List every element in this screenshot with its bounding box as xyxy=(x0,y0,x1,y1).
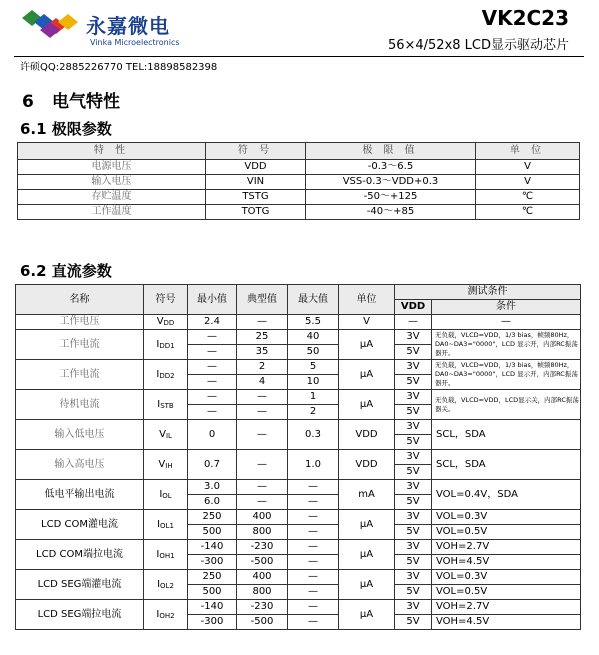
min-value: 500 xyxy=(188,585,237,600)
condition: VOL=0.5V xyxy=(432,525,581,540)
symbol-main: I xyxy=(157,578,161,590)
vdd-value: 3V xyxy=(395,360,432,375)
unit-value: μA xyxy=(339,510,395,540)
unit-value: μA xyxy=(339,540,395,570)
min-value: 250 xyxy=(188,510,237,525)
table-row xyxy=(16,315,581,330)
param-name: LCD COM灌电流 xyxy=(16,510,144,540)
unit-value: VDD xyxy=(339,450,395,480)
table-row xyxy=(16,390,581,405)
vdd-value: 3V xyxy=(395,540,432,555)
param-value: VSS-0.3～VDD+0.3 xyxy=(306,175,476,190)
col-header: 最大值 xyxy=(288,285,339,315)
symbol-main: V xyxy=(159,428,166,440)
section-heading xyxy=(22,87,120,112)
vdd-value: 5V xyxy=(395,405,432,420)
unit-value: μA xyxy=(339,360,395,390)
vdd-value: 3V xyxy=(395,420,432,435)
part-number: VK2C23 xyxy=(481,6,569,30)
symbol-sub: IL xyxy=(165,431,172,440)
unit-value: mA xyxy=(339,480,395,510)
dc-table xyxy=(15,284,581,630)
col-header: 单 位 xyxy=(476,143,580,160)
unit-value: μA xyxy=(339,390,395,420)
min-value: 3.0 xyxy=(188,480,237,495)
param-name: 输入高电压 xyxy=(16,450,144,480)
max-value: 0.3 xyxy=(288,420,339,450)
dc-header-row xyxy=(16,285,581,300)
symbol-sub: OL2 xyxy=(160,581,174,590)
param-value: -50～+125 xyxy=(306,190,476,205)
condition: VOL=0.3V xyxy=(432,570,581,585)
param-symbol xyxy=(144,510,188,540)
max-value: — xyxy=(288,540,339,555)
symbol-sub: DD xyxy=(163,319,175,327)
symbol-main: I xyxy=(156,548,160,560)
typ-value: 4 xyxy=(237,375,288,390)
param-name: LCD SEG端灌电流 xyxy=(16,570,144,600)
max-value: — xyxy=(288,510,339,525)
param-unit: ℃ xyxy=(476,190,580,205)
symbol-sub: IH xyxy=(165,461,173,470)
col-header: 名称 xyxy=(16,285,144,315)
min-value: — xyxy=(188,405,237,420)
max-value: — xyxy=(288,495,339,510)
typ-value: -230 xyxy=(237,600,288,615)
symbol-main: I xyxy=(156,368,160,380)
symbol-main: I xyxy=(159,488,163,500)
vdd-value: 5V xyxy=(395,435,432,450)
min-value: 6.0 xyxy=(188,495,237,510)
table-row xyxy=(18,175,580,190)
param-name: 待机电流 xyxy=(16,390,144,420)
min-value: — xyxy=(188,345,237,360)
table-row xyxy=(16,450,581,465)
table-row xyxy=(16,540,581,555)
param-name: 输入电压 xyxy=(18,175,206,190)
typ-value: -500 xyxy=(237,555,288,570)
max-value: — xyxy=(288,570,339,585)
vdd-value: 3V xyxy=(395,390,432,405)
param-value: -0.3～6.5 xyxy=(306,160,476,175)
brand-name-en: Vinka Microelectronics xyxy=(90,38,180,47)
table-row xyxy=(18,205,580,220)
typ-value: 800 xyxy=(237,585,288,600)
max-value: 2 xyxy=(288,405,339,420)
unit-value: μA xyxy=(339,330,395,360)
typ-value: -500 xyxy=(237,615,288,630)
abs-max-table xyxy=(17,142,580,220)
param-symbol xyxy=(144,420,188,450)
param-name: LCD SEG端拉电流 xyxy=(16,600,144,630)
condition: — xyxy=(432,315,581,330)
col-header: 条件 xyxy=(432,300,581,315)
param-name: 输入低电压 xyxy=(16,420,144,450)
min-value: 500 xyxy=(188,525,237,540)
vdd-value: 3V xyxy=(395,600,432,615)
typ-value: 2 xyxy=(237,360,288,375)
typ-value: -230 xyxy=(237,540,288,555)
vdd-value: 3V xyxy=(395,330,432,345)
param-value: -40～+85 xyxy=(306,205,476,220)
col-header: 符号 xyxy=(144,285,188,315)
condition: VOH=2.7V xyxy=(432,540,581,555)
typ-value: — xyxy=(237,495,288,510)
typ-value: 35 xyxy=(237,345,288,360)
table-row xyxy=(16,420,581,435)
typ-value: 400 xyxy=(237,510,288,525)
contact-line: 许硕QQ:2885226770 TEL:18898582398 xyxy=(20,62,218,73)
param-symbol xyxy=(144,480,188,510)
symbol-main: I xyxy=(156,338,160,350)
symbol-main: I xyxy=(157,518,161,530)
param-symbol xyxy=(144,540,188,570)
typ-value: 400 xyxy=(237,570,288,585)
condition: SCL，SDA xyxy=(432,420,581,450)
typ-value: 25 xyxy=(237,330,288,345)
condition: SCL，SDA xyxy=(432,450,581,480)
typ-value: 800 xyxy=(237,525,288,540)
unit-value: μA xyxy=(339,600,395,630)
table-row xyxy=(16,330,581,345)
vdd-value: 5V xyxy=(395,465,432,480)
param-symbol xyxy=(144,315,188,330)
param-name: 电源电压 xyxy=(18,160,206,175)
min-value: — xyxy=(188,390,237,405)
param-name: 工作电压 xyxy=(16,315,144,330)
col-header: 极 限 值 xyxy=(306,143,476,160)
vdd-value: 5V xyxy=(395,495,432,510)
section-title: 电气特性 xyxy=(52,92,120,112)
dc-title: 6.2 直流参数 xyxy=(20,262,112,280)
table-row xyxy=(16,480,581,495)
min-value: 0 xyxy=(188,420,237,450)
param-name: 工作电流 xyxy=(16,360,144,390)
max-value: 10 xyxy=(288,375,339,390)
param-name: 工作温度 xyxy=(18,205,206,220)
symbol-main: I xyxy=(157,398,161,410)
param-symbol: TOTG xyxy=(206,205,306,220)
param-symbol xyxy=(144,450,188,480)
header-divider xyxy=(14,56,584,57)
symbol-main: V xyxy=(158,458,166,470)
param-name: 工作电流 xyxy=(16,330,144,360)
table-row xyxy=(18,190,580,205)
min-value: 0.7 xyxy=(188,450,237,480)
symbol-sub: OL1 xyxy=(160,521,174,530)
unit-value: μA xyxy=(339,570,395,600)
param-symbol: VDD xyxy=(206,160,306,175)
min-value: — xyxy=(188,360,237,375)
vdd-value: 5V xyxy=(395,555,432,570)
vdd-value: 5V xyxy=(395,615,432,630)
param-name: 存贮温度 xyxy=(18,190,206,205)
vdd-value: 5V xyxy=(395,525,432,540)
min-value: -140 xyxy=(188,540,237,555)
max-value: — xyxy=(288,525,339,540)
vdd-value: — xyxy=(395,315,432,330)
symbol-main: V xyxy=(156,316,164,327)
param-unit: V xyxy=(476,175,580,190)
max-value: — xyxy=(288,585,339,600)
max-value: — xyxy=(288,615,339,630)
min-value: -300 xyxy=(188,555,237,570)
abs-max-header-row xyxy=(18,143,580,160)
table-row xyxy=(16,570,581,585)
table-row xyxy=(18,160,580,175)
max-value: 5.5 xyxy=(288,315,339,330)
col-header: 单位 xyxy=(339,285,395,315)
min-value: 2.4 xyxy=(188,315,237,330)
col-header: 测试条件 xyxy=(395,285,581,300)
vdd-value: 3V xyxy=(395,450,432,465)
param-name: LCD COM端拉电流 xyxy=(16,540,144,570)
vdd-value: 3V xyxy=(395,480,432,495)
param-symbol: VIN xyxy=(206,175,306,190)
max-value: 50 xyxy=(288,345,339,360)
max-value: — xyxy=(288,600,339,615)
max-value: 5 xyxy=(288,360,339,375)
col-header: 特 性 xyxy=(18,143,206,160)
typ-value: — xyxy=(237,405,288,420)
col-header: 典型值 xyxy=(237,285,288,315)
param-name: 低电平输出电流 xyxy=(16,480,144,510)
brand-name-cn: 永嘉微电 xyxy=(86,14,170,38)
vdd-value: 5V xyxy=(395,375,432,390)
condition: 无负载，VLCD=VDD，LCD显示关，内部RC振荡器关。 xyxy=(432,390,581,420)
vdd-value: 5V xyxy=(395,585,432,600)
symbol-main: I xyxy=(156,608,160,620)
unit-value: V xyxy=(339,315,395,330)
table-row xyxy=(16,600,581,615)
typ-value: — xyxy=(237,420,288,450)
condition: 无负载，VLCD=VDD，1/3 bias，帧频80Hz，DA0~DA3="0000"，LCD 显示开，内部RC振荡器开。 xyxy=(432,360,581,390)
max-value: — xyxy=(288,480,339,495)
condition: VOL=0.5V xyxy=(432,585,581,600)
part-description: 56×4/52x8 LCD显示驱动芯片 xyxy=(387,38,569,53)
param-symbol xyxy=(144,600,188,630)
param-symbol xyxy=(144,570,188,600)
param-symbol xyxy=(144,360,188,390)
condition: VOH=4.5V xyxy=(432,615,581,630)
min-value: 250 xyxy=(188,570,237,585)
param-symbol: TSTG xyxy=(206,190,306,205)
typ-value: — xyxy=(237,390,288,405)
max-value: 1 xyxy=(288,390,339,405)
typ-value: — xyxy=(237,315,288,330)
condition: VOL=0.3V xyxy=(432,510,581,525)
max-value: 1.0 xyxy=(288,450,339,480)
abs-max-title: 6.1 极限参数 xyxy=(20,120,112,138)
param-unit: V xyxy=(476,160,580,175)
col-header: VDD xyxy=(395,300,432,315)
symbol-sub: STB xyxy=(160,401,174,410)
condition: VOL=0.4V，SDA xyxy=(432,480,581,510)
max-value: — xyxy=(288,555,339,570)
param-symbol xyxy=(144,390,188,420)
min-value: — xyxy=(188,375,237,390)
condition: 无负载，VLCD=VDD，1/3 bias，帧频80Hz，DA0~DA3="0000"，LCD 显示开，内部RC振荡器开。 xyxy=(432,330,581,360)
vdd-value: 3V xyxy=(395,570,432,585)
symbol-sub: OH1 xyxy=(159,551,175,560)
max-value: 40 xyxy=(288,330,339,345)
min-value: -300 xyxy=(188,615,237,630)
vdd-value: 5V xyxy=(395,345,432,360)
vdd-value: 3V xyxy=(395,510,432,525)
symbol-sub: DD1 xyxy=(159,341,175,350)
col-header: 符 号 xyxy=(206,143,306,160)
unit-value: VDD xyxy=(339,420,395,450)
table-row xyxy=(16,360,581,375)
vinka-logo-icon xyxy=(22,10,78,40)
symbol-sub: DD2 xyxy=(159,371,175,380)
section-number: 6 xyxy=(22,92,34,112)
symbol-sub: OL xyxy=(162,491,172,500)
typ-value: — xyxy=(237,450,288,480)
condition: VOH=2.7V xyxy=(432,600,581,615)
param-unit: ℃ xyxy=(476,205,580,220)
typ-value: — xyxy=(237,480,288,495)
symbol-sub: OH2 xyxy=(159,611,175,620)
table-row xyxy=(16,510,581,525)
condition: VOH=4.5V xyxy=(432,555,581,570)
min-value: -140 xyxy=(188,600,237,615)
param-symbol xyxy=(144,330,188,360)
col-header: 最小值 xyxy=(188,285,237,315)
min-value: — xyxy=(188,330,237,345)
